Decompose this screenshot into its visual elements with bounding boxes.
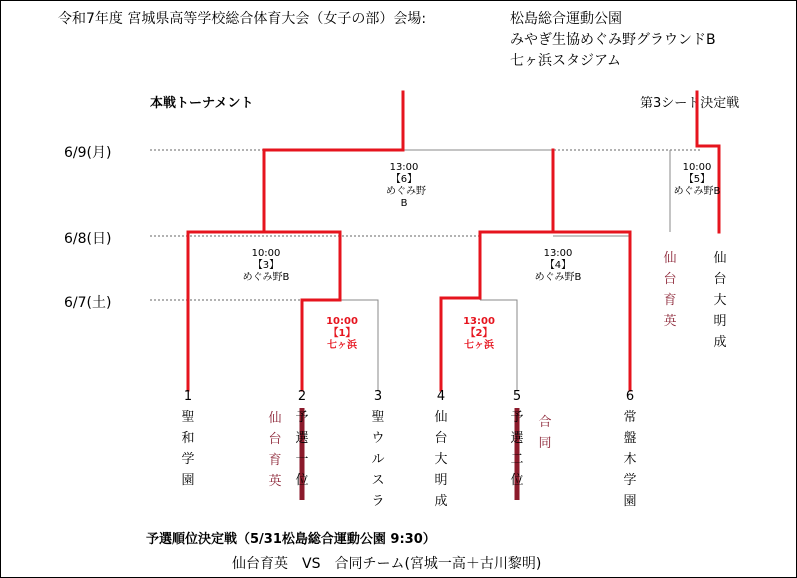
team-4: 4仙台大明成 [434, 389, 448, 509]
third-seed-label: 第3シード決定戦 [640, 96, 740, 111]
team-1: 1聖和学園 [181, 389, 195, 488]
seed-team-b: 仙台大明成 [713, 251, 727, 350]
prelim-matchup: 仙台育英 VS 合同チーム(宮城一高＋古川黎明) [232, 556, 542, 572]
header-title: 令和7年度 宮城県高等学校総合体育大会（女子の部）会場: [58, 11, 427, 27]
match-5-label: 10:00 【5】 めぐみ野B [673, 162, 721, 197]
prelim-title: 予選順位決定戦（5/31松島総合運動公園 9:30） [146, 532, 436, 547]
team-2: 2予選一位 [295, 389, 309, 488]
main-tournament-label: 本戦トーナメント [150, 96, 254, 111]
team-5-note: 合同 [538, 415, 552, 451]
match-6-label: 13:00 【6】 めぐみ野 B [386, 162, 426, 209]
date-6-9: 6/9(月) [64, 145, 112, 161]
team-6: 6常盤木学園 [623, 389, 637, 509]
venue-2: みやぎ生協めぐみ野グラウンドB [510, 32, 716, 48]
venue-1: 松島総合運動公園 [510, 11, 622, 27]
seed-team-a: 仙台育英 [663, 251, 677, 329]
date-6-8: 6/8(日) [64, 231, 112, 247]
date-6-7: 6/7(土) [64, 295, 112, 311]
team-2-note: 仙台育英 [268, 411, 282, 489]
team-5: 5予選二位 [510, 389, 524, 488]
match-2-label: 13:00 【2】 七ヶ浜 [463, 316, 495, 351]
match-4-label: 13:00 【4】 めぐみ野B [534, 248, 582, 283]
match-3-label: 10:00 【3】 めぐみ野B [242, 248, 290, 283]
match-1-label: 10:00 【1】 七ヶ浜 [326, 316, 358, 351]
team-3: 3聖ウルスラ [371, 389, 385, 509]
venue-3: 七ヶ浜スタジアム [510, 53, 622, 69]
win-m6-left [264, 150, 403, 232]
